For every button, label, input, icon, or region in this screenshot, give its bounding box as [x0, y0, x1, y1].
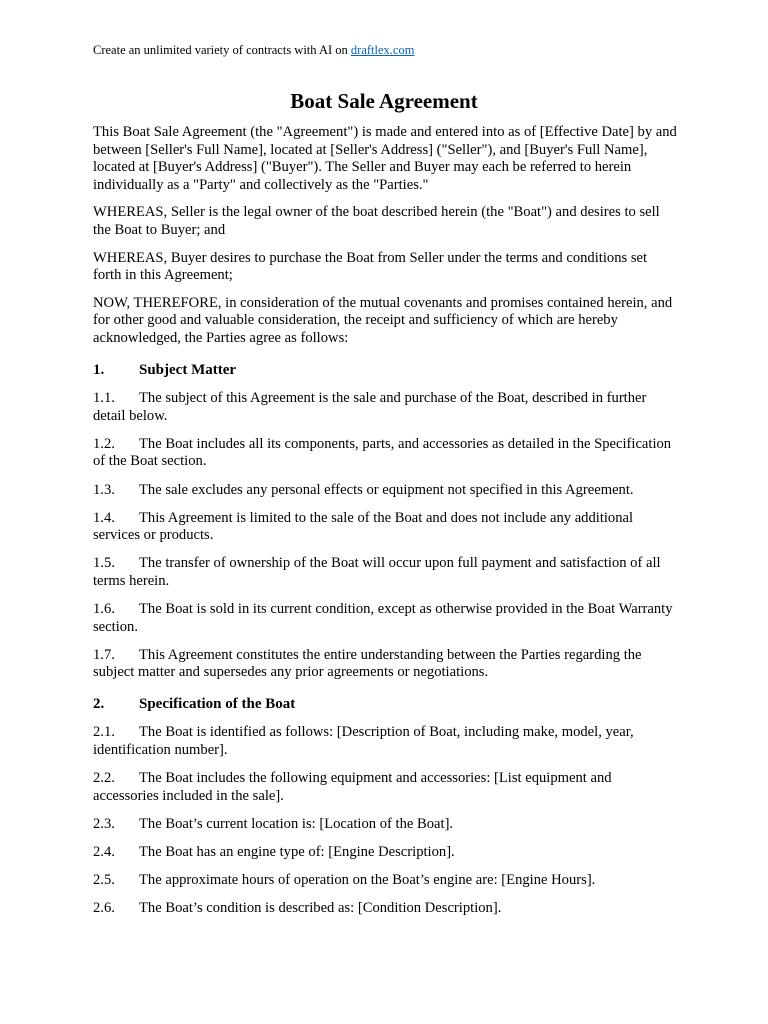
clause-text: This Agreement is limited to the sale of the Boat and does not include any additional services or products.	[93, 509, 634, 544]
clause-text: The Boat has an engine type of: [Engine Description].	[139, 843, 455, 860]
clause-text: The sale excludes any personal effects or equipment not specified in this Agreement.	[139, 481, 634, 498]
clause-2-3	[93, 816, 677, 834]
clause-number: 1.1.	[93, 390, 115, 407]
section-number: 2.	[93, 695, 105, 712]
document-body	[93, 124, 677, 928]
clause-number: 2.3.	[93, 815, 115, 832]
clause-text: The Boat is identified as follows: [Description of Boat, including make, model, year, identification number].	[93, 724, 634, 759]
clause-2-5	[93, 872, 677, 890]
promo-header	[93, 42, 414, 58]
promo-text: Create an unlimited variety of contracts with AI on	[93, 43, 351, 57]
section-heading-1	[93, 362, 677, 380]
clause-number: 1.3.	[93, 481, 115, 498]
intro-paragraph: This Boat Sale Agreement (the "Agreement") is made and entered into as of [Effective Date] by and between [Seller's Full Name], located at [Seller's Address] ("Seller"), and [Buyer's Full Name], located at [Buyer's Address] ("Buyer"). The Seller and Buyer may each be referred to herein individually as a "Party" and collectively as the "Parties."	[93, 124, 677, 193]
clause-number: 2.5.	[93, 872, 115, 888]
section-title: Subject Matter	[139, 361, 237, 378]
clause-text: The transfer of ownership of the Boat will occur upon full payment and satisfaction of all terms herein.	[93, 555, 661, 589]
clause-text: The Boat’s current location is: [Location of the Boat].	[139, 815, 454, 832]
section-title: Specification of the Boat	[139, 695, 296, 712]
clause-text: The subject of this Agreement is the sale and purchase of the Boat, described in further detail below.	[93, 390, 647, 424]
clause-number: 1.6.	[93, 600, 115, 617]
clause-2-6	[93, 900, 677, 918]
clause-text: The Boat is sold in its current condition, except as otherwise provided in the Boat Warranty section.	[93, 600, 673, 635]
clause-number: 2.4.	[93, 843, 115, 860]
clause-1-6	[93, 601, 677, 636]
clause-number: 1.2.	[93, 435, 115, 452]
document-title: Boat Sale Agreement	[290, 89, 478, 113]
clause-text: This Agreement constitutes the entire understanding between the Parties regarding the subject matter and supersedes any prior agreements or negotiations.	[93, 646, 642, 681]
clause-number: 2.2.	[93, 770, 115, 787]
whereas-paragraph-1: WHEREAS, Seller is the legal owner of the boat described herein (the "Boat") and desires to sell the Boat to Buyer; and	[93, 204, 660, 238]
draftlex-link[interactable]: draftlex.com	[350, 43, 415, 57]
section-number: 1.	[93, 361, 105, 378]
clause-text: The Boat’s condition is described as: [Condition Description].	[139, 900, 502, 917]
clause-number: 1.7.	[93, 646, 115, 663]
clause-number: 1.5.	[93, 555, 115, 572]
clause-number: 2.1.	[93, 724, 115, 741]
clause-1-7	[93, 647, 677, 682]
whereas-paragraph-2: WHEREAS, Buyer desires to purchase the Boat from Seller under the terms and conditions set forth in this Agreement;	[93, 249, 648, 284]
clause-1-1	[93, 390, 677, 425]
clause-text: The Boat includes all its components, parts, and accessories as detailed in the Specification of the Boat section.	[93, 435, 672, 470]
clause-2-2	[93, 770, 677, 805]
clause-text: The approximate hours of operation on the Boat’s engine are: [Engine Hours].	[139, 872, 596, 888]
section-heading-2	[93, 696, 677, 714]
clause-number: 2.6.	[93, 900, 115, 917]
now-therefore-paragraph: NOW, THEREFORE, in consideration of the mutual covenants and promises contained herein, and for other good and valuable consideration, the receipt and sufficiency of which are hereby acknowledged, the Parties agree as follows:	[93, 294, 673, 346]
clause-2-4	[93, 844, 677, 862]
clause-number: 1.4.	[93, 509, 115, 526]
clause-1-4	[93, 510, 677, 545]
clause-2-1	[93, 724, 677, 759]
clause-1-3	[93, 482, 677, 500]
clause-1-5	[93, 555, 677, 590]
clause-text: The Boat includes the following equipment and accessories: [List equipment and accessories included in the sale].	[93, 770, 612, 804]
clause-1-2	[93, 436, 677, 471]
